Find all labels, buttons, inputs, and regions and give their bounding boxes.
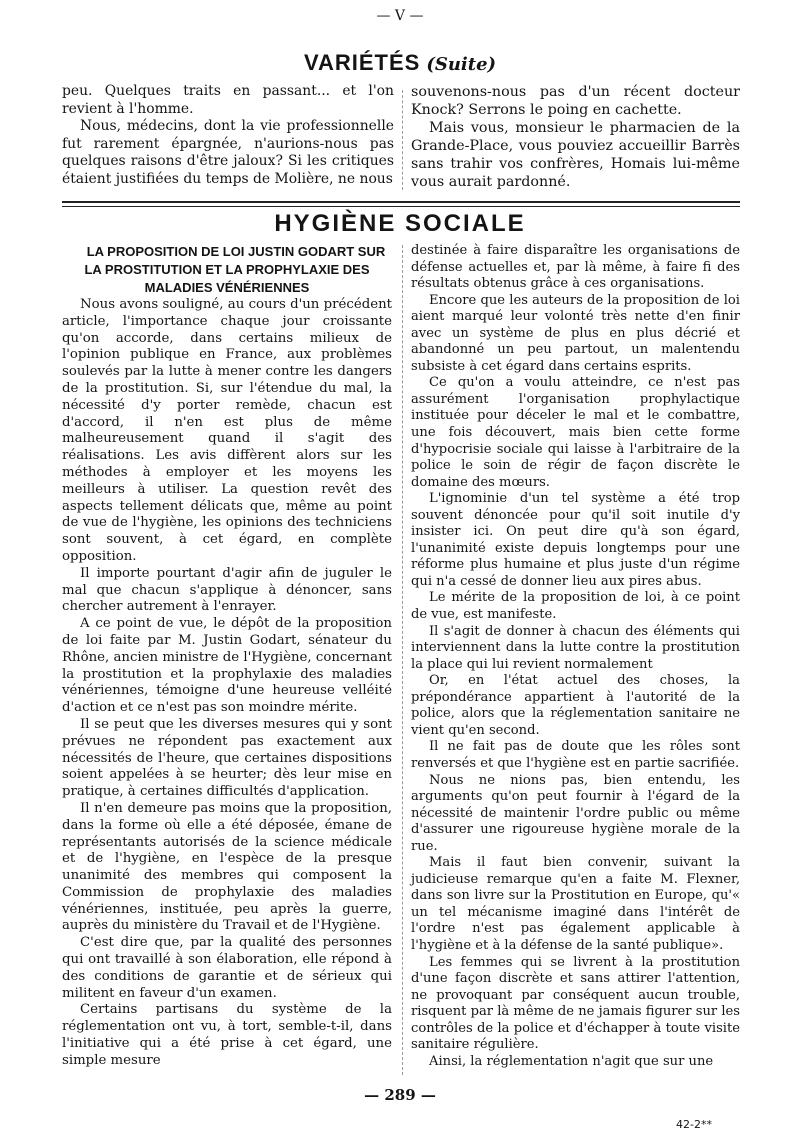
paragraph: Encore que les auteurs de la proposition de loi aient marqué leur volonté très nette d'en finir avec un système de plus en plus décrié et abandonné un peu partout, un malentendu subsiste à cet égard dans certains esprits. xyxy=(411,292,740,374)
paragraph: Nous ne nions pas, bien entendu, les arguments qu'on peut fournir à l'égard de la nécessité de maintenir l'ordre public ou même d'assurer une rigoureuse hygiène morale de la rue. xyxy=(411,772,740,854)
paragraph: Il importe pourtant d'agir afin de juguler le mal que chacun s'applique à dénoncer, sans chercher autrement à l'enrayer. xyxy=(62,565,392,615)
section-title: VARIÉTÉS xyxy=(303,50,421,75)
paragraph: souvenons-nous pas d'un récent docteur Knock? Serrons le poing en cachette. xyxy=(411,84,740,119)
paragraph: Nous, médecins, dont la vie professionnelle fut rarement épargnée, n'aurions-nous pas quelques raisons d'être jaloux? Si les critiques étaient justifiées du temps de Molière, ne nous xyxy=(62,118,394,187)
paragraph: Il s'agit de donner à chacun des éléments qui interviennent dans la lutte contre la prostitution la place qui lui revient normalement xyxy=(411,623,740,672)
paragraph: Il ne fait pas de doute que les rôles sont renversés et que l'hygiène est en partie sacrifiée. xyxy=(411,739,740,771)
paragraph: Or, en l'état actuel des choses, la prépondérance appartient à l'autorité de la police, alors que la réglementation sanitaire ne vient qu'en second. xyxy=(411,673,740,738)
hygiene-sociale-title: HYGIÈNE SOCIALE xyxy=(274,210,526,237)
paragraph: Mais vous, monsieur le pharmacien de la Grande-Place, vous pouviez accueillir Barrès sans trahir vos confrères, Homais lui-même vous aurait pardonné. xyxy=(411,120,740,191)
folio: — V — xyxy=(376,8,424,24)
paragraph: Nous avons souligné, au cours d'un précédent article, l'importance chaque jour croissante qu'on accorde, dans certains milieux de l'opinion publique en France, aux problèmes soulevés par la lutte à mener contre les dangers de la prostitution. Si, sur l'étendue du mal, la nécessité d'y porter remède, chacun est d'accord, il n'en est plus de même malheureusement quand il s'agit des réalisations. Les avis diffèrent alors sur les méthodes à employer et les moyens les meilleurs à utiliser. La question revêt des aspects tellement délicats que, même au point de vue de l'hygiène, les opinions des techniciens sont souvent, à cet égard, en complète opposition. xyxy=(62,297,392,564)
varietes-right-column xyxy=(411,83,740,191)
paragraph: Certains partisans du système de la réglementation ont vu, à tort, semble-t-il, dans l'initiative qui a été prise à cet égard, une simple mesure xyxy=(62,1002,392,1068)
paragraph: Mais il faut bien convenir, suivant la judicieuse remarque qu'en a faite M. Flexner, dans son livre sur la Prostitution en Europe, qu'« un tel mécanisme imaginé dans l'intérêt de l'ordre n'est pas également applicable à l'hygiène et à la défense de la santé publique». xyxy=(411,855,740,953)
paragraph: A ce point de vue, le dépôt de la proposition de loi faite par M. Justin Godart, sénateur du Rhône, ancien ministre de l'Hygiène, concernant la prostitution et la prophylaxie des maladies vénériennes, témoigne d'une heureuse velléité d'action et ce n'est pas son moindre mérite. xyxy=(62,616,392,716)
column-separator xyxy=(402,90,403,190)
section-suite: (Suite) xyxy=(426,54,497,75)
column-separator xyxy=(402,245,403,1075)
paragraph: peu. Quelques traits en passant... et l'on revient à l'homme. xyxy=(62,83,394,117)
paragraph: L'ignominie d'un tel système a été trop souvent dénoncée pour qu'il soit inutile d'y insister ici. On peut dire qu'à son égard, l'unanimité existe depuis longtemps pour une réforme plus humaine et plus juste d'un régime qui n'a cessé de donner lieu aux pires abus. xyxy=(411,491,740,589)
section-rule-thin xyxy=(62,206,740,207)
article-heading: LA PROPOSITION DE LOI JUSTIN GODART SUR LA PROSTITUTION ET LA PROPHYLAXIE DES MALADIES VÉNÉRIENNES xyxy=(84,244,386,295)
paragraph: Les femmes qui se livrent à la prostitution d'une façon discrète et sans attirer l'attention, ne provoquant par conséquent aucun trouble, risquent par là même de ne jamais figurer sur les contrôles de la police et d'échapper à toute visite sanitaire régulière. xyxy=(411,954,740,1053)
paragraph: Il n'en demeure pas moins que la proposition, dans la forme où elle a été déposée, émane de représentants autorisés de la science médicale et de l'hygiène, en l'espèce de la presque unanimité des membres qui composent la Commission de prophylaxie des maladies vénériennes, instituée, peu après la guerre, auprès du ministère du Travail et de l'Hygiène. xyxy=(62,800,392,934)
section-rule xyxy=(62,201,740,203)
paragraph: Ainsi, la réglementation n'agit que sur une xyxy=(429,1053,714,1069)
hygiene-left-column xyxy=(62,243,392,1070)
hygiene-right-column xyxy=(411,243,740,1070)
varietes-title xyxy=(0,50,800,76)
page-number: — 289 — xyxy=(364,1086,436,1104)
varietes-left-column xyxy=(62,83,394,188)
paragraph: Il se peut que les diverses mesures qui y sont prévues ne répondent pas exactement aux nécessités de l'heure, que certaines dispositions soient appelées à se heurter; dès leur mise en pratique, à certaines difficultés d'application. xyxy=(62,716,392,800)
paragraph: Le mérite de la proposition de loi, à ce point de vue, est manifeste. xyxy=(411,590,740,623)
paragraph: Ce qu'on a voulu atteindre, ce n'est pas assurément l'organisation prophylactique instituée pour déceler le mal et le combattre, une fois découvert, mais bien cette forme d'hypocrisie sociale qui laisse à l'arbitraire de la police le soin de régir de façon discrète le domaine des mœurs. xyxy=(411,375,740,490)
paragraph: C'est dire que, par la qualité des personnes qui ont travaillé à son élaboration, elle répond à des conditions de garantie et de sérieux qui militent en faveur d'un examen. xyxy=(62,935,392,1001)
print-code: 42-2** xyxy=(676,1118,712,1131)
paragraph: destinée à faire disparaître les organisations de défense actuelles et, par là même, à faire fi des résultats obtenus grâce à ces organisations. xyxy=(411,243,740,292)
